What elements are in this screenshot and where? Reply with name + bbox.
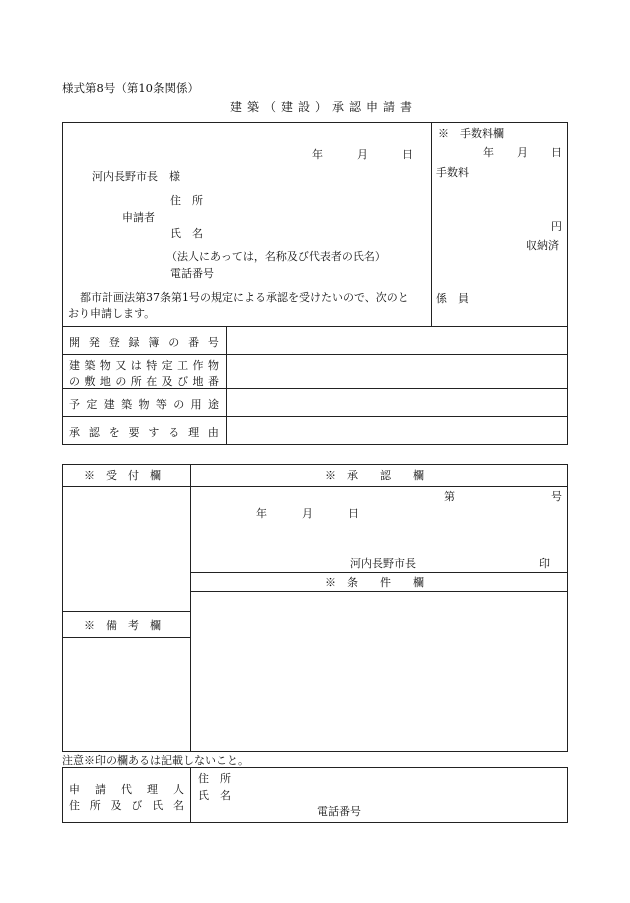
agent-address-label: 住 所 <box>198 772 231 785</box>
reception-title: ※ 受 付 欄 <box>84 469 161 482</box>
approval-seal: 印 <box>539 557 550 570</box>
application-date-month: 月 <box>357 148 368 161</box>
registry-number-field[interactable] <box>229 329 565 352</box>
fee-paid: 収納済 <box>526 239 559 252</box>
fee-section-title: ※ 手数料欄 <box>438 127 504 140</box>
fee-yen: 円 <box>551 220 562 233</box>
fee-date-day: 日 <box>551 146 562 159</box>
detail-label-registry-number: 開 発 登 録 簿 の 番 号 <box>69 336 219 349</box>
approval-number-suffix: 号 <box>551 490 562 503</box>
agent-label-line1: 申 請 代 理 人 <box>69 783 184 796</box>
agent-name-label: 氏 名 <box>198 789 231 802</box>
detail-label-site-location-2: の 敷 地 の 所 在 及 び 地 番 <box>69 375 219 388</box>
form-note: 注意※印の欄あるは記載しないこと。 <box>62 754 249 767</box>
form-number: 様式第8号（第10条関係） <box>62 81 199 95</box>
detail-label-site-location-1: 建 築 物 又 は 特 定 工 作 物 <box>69 359 219 372</box>
building-use-field[interactable] <box>229 391 565 414</box>
applicant-phone-label: 電話番号 <box>170 267 214 280</box>
conditions-title: ※ 条 件 欄 <box>325 576 424 589</box>
addressee: 河内長野市長 様 <box>92 170 180 183</box>
application-date-year: 年 <box>312 148 323 161</box>
fee-divider <box>431 122 432 327</box>
approval-number-prefix: 第 <box>444 490 455 503</box>
fee-label: 手数料 <box>436 166 469 179</box>
page-title: 建築（建設）承認申請書 <box>230 100 418 114</box>
applicant-label: 申請者 <box>122 211 155 224</box>
application-statement-line2: おり申請します。 <box>68 307 156 320</box>
agent-phone-label: 電話番号 <box>317 805 361 818</box>
detail-label-approval-reason: 承 認 を 要 す る 理 由 <box>69 426 219 439</box>
application-statement-line1: 都市計画法第37条第1号の規定による承認を受けたいので、次のと <box>80 291 409 304</box>
remarks-title: ※ 備 考 欄 <box>84 619 161 632</box>
fee-date-year: 年 <box>483 146 494 159</box>
approval-date-year: 年 <box>256 507 267 520</box>
application-date-day: 日 <box>402 148 413 161</box>
detail-label-building-use: 予 定 建 築 物 等 の 用 途 <box>69 398 219 411</box>
fee-clerk: 係 員 <box>436 292 469 305</box>
fee-date-month: 月 <box>517 146 528 159</box>
site-location-field[interactable] <box>229 357 565 386</box>
applicant-name-label: 氏 名 <box>170 227 203 240</box>
office-use-section <box>62 464 568 752</box>
corporation-note: （法人にあっては，名称及び代表者の氏名） <box>166 250 386 263</box>
approval-reason-field[interactable] <box>229 419 565 443</box>
approval-mayor: 河内長野市長 <box>350 557 416 570</box>
applicant-address-label: 住 所 <box>170 194 203 207</box>
approval-title: ※ 承 認 欄 <box>325 469 424 482</box>
agent-label-line2: 住 所 及 び 氏 名 <box>69 799 184 812</box>
approval-date-day: 日 <box>348 507 359 520</box>
approval-date-month: 月 <box>302 507 313 520</box>
